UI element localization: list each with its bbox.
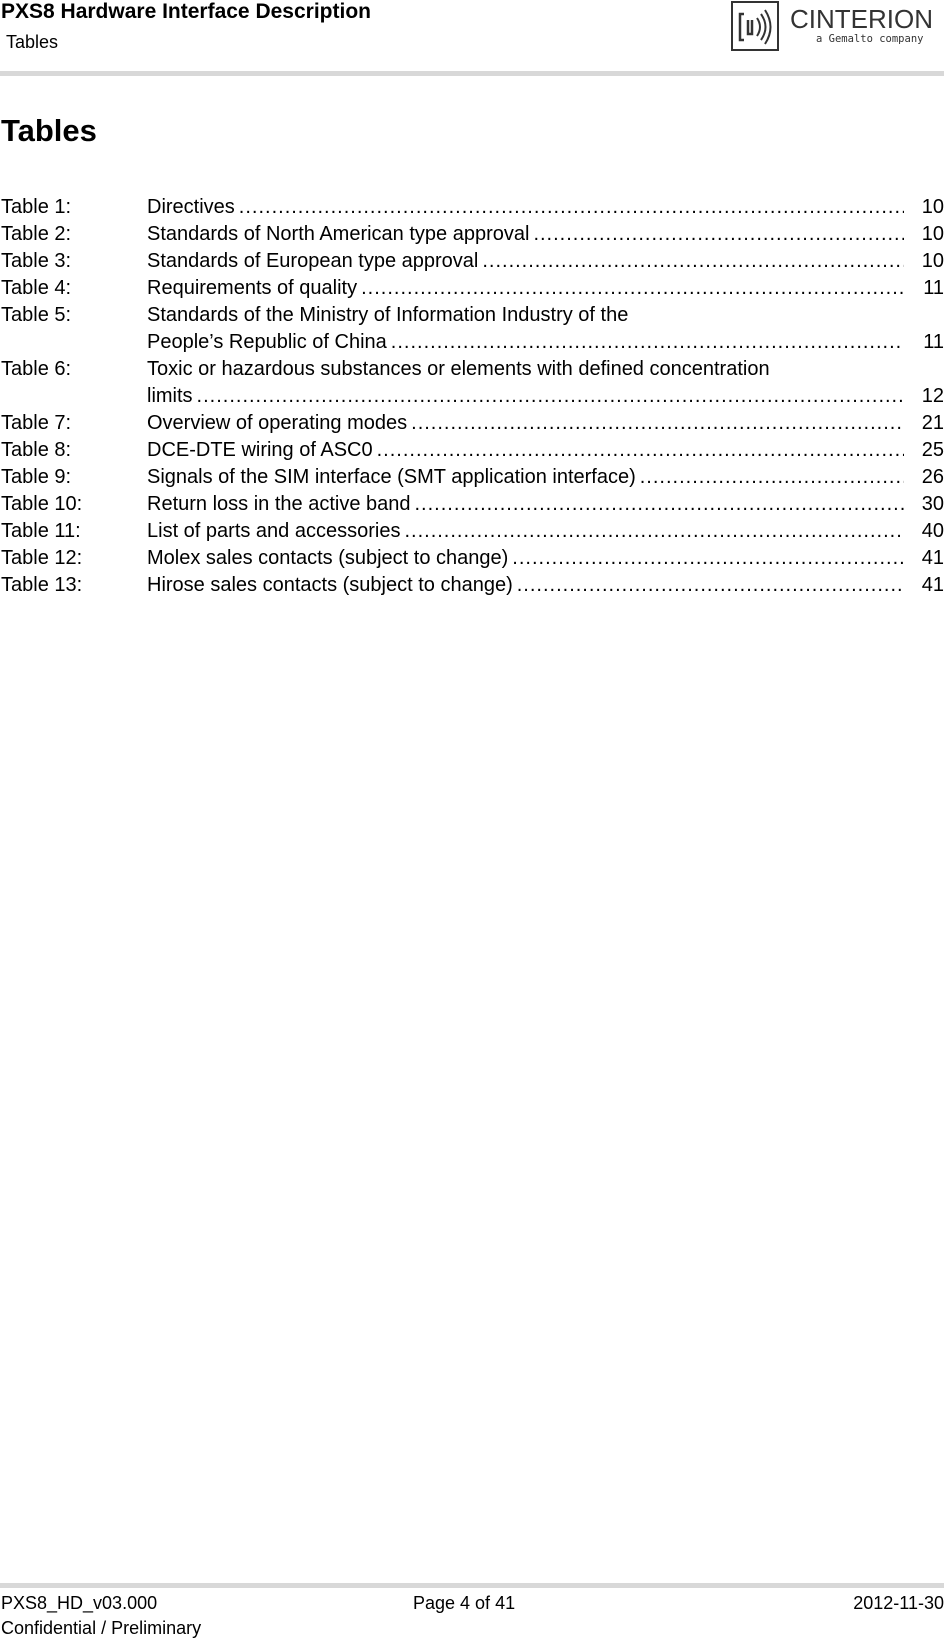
- toc-entry-page: 26: [921, 466, 944, 488]
- toc-entry[interactable]: [1, 356, 944, 410]
- toc-entry-title: Directives: [147, 196, 235, 218]
- toc-entry-number: Table 1:: [1, 196, 72, 218]
- toc-leader-dots: [361, 275, 904, 302]
- footer-divider: [0, 1583, 944, 1588]
- toc-entry[interactable]: [1, 464, 944, 491]
- footer-date: 2012-11-30: [853, 1593, 944, 1613]
- toc-entry[interactable]: [1, 437, 944, 464]
- toc-leader-dots: [482, 248, 904, 275]
- toc-entry-title: Hirose sales contacts (subject to change): [147, 574, 513, 596]
- document-title: PXS8 Hardware Interface Description: [1, 0, 371, 23]
- toc-entry[interactable]: [1, 491, 944, 518]
- toc-entry-title: Requirements of quality: [147, 277, 358, 299]
- toc-leader-dots: [415, 491, 905, 518]
- toc-entry-number: Table 4:: [1, 277, 72, 299]
- toc-leader-dots: [377, 437, 904, 464]
- toc-leader-dots: [239, 194, 904, 221]
- toc-entry-number: Table 10:: [1, 493, 83, 515]
- toc-entry-page: 11: [923, 331, 944, 353]
- toc-leader-dots: [533, 221, 904, 248]
- toc-entry-title: Standards of European type approval: [147, 250, 479, 272]
- toc-entry[interactable]: [1, 518, 944, 545]
- page-title: Tables: [1, 113, 97, 148]
- cinterion-logo: [730, 0, 944, 54]
- toc-leader-dots: [411, 410, 904, 437]
- toc-entry-number: Table 2:: [1, 223, 72, 245]
- toc-entry[interactable]: [1, 194, 944, 221]
- toc-entry-title: Standards of the Ministry of Information Industry of the: [147, 304, 629, 326]
- toc-entry[interactable]: [1, 545, 944, 572]
- toc-entry-number: Table 13:: [1, 574, 83, 596]
- toc-entry-page: 30: [921, 493, 944, 515]
- toc-entry-page: 10: [921, 196, 944, 218]
- toc-entry[interactable]: [1, 410, 944, 437]
- toc-leader-dots: [404, 518, 904, 545]
- toc-entry-page: 12: [921, 385, 944, 407]
- logo-tagline: a Gemalto company: [816, 33, 924, 45]
- toc-entry-page: 10: [921, 250, 944, 272]
- toc-entry-title: Return loss in the active band: [147, 493, 411, 515]
- toc-entry-title: Standards of North American type approval: [147, 223, 530, 245]
- toc-entry-number: Table 12:: [1, 547, 83, 569]
- toc-entry-number: Table 9:: [1, 466, 72, 488]
- toc-leader-dots: [640, 464, 904, 491]
- toc-entry[interactable]: [1, 302, 944, 356]
- footer-classification: Confidential / Preliminary: [1, 1618, 202, 1638]
- toc-entry-number: Table 11:: [1, 520, 81, 542]
- toc-entry-page: 25: [921, 439, 944, 461]
- footer-doc-id: PXS8_HD_v03.000: [1, 1593, 158, 1613]
- toc-entry-number: Table 3:: [1, 250, 72, 272]
- toc-entry[interactable]: [1, 248, 944, 275]
- section-subtitle: Tables: [6, 32, 59, 52]
- toc-entry-title: Toxic or hazardous substances or elements with defined concentration: [147, 358, 770, 380]
- toc-entry-page: 40: [921, 520, 944, 542]
- toc-entry-number: Table 7:: [1, 412, 72, 434]
- toc-entry-title: limits: [147, 385, 193, 407]
- toc-entry-page: 41: [921, 574, 944, 596]
- toc-entry-title: DCE-DTE wiring of ASC0: [147, 439, 373, 461]
- toc-entry-number: Table 8:: [1, 439, 72, 461]
- toc-entry-page: 21: [921, 412, 944, 434]
- toc-entry-title: Signals of the SIM interface (SMT application interface): [147, 466, 636, 488]
- toc-entry[interactable]: [1, 572, 944, 599]
- list-of-tables: [1, 194, 944, 599]
- toc-leader-dots: [197, 383, 904, 410]
- toc-entry-title: List of parts and accessories: [147, 520, 401, 542]
- toc-leader-dots: [391, 329, 904, 356]
- toc-entry-number: Table 5:: [1, 304, 72, 326]
- toc-leader-dots: [517, 572, 904, 599]
- logo-wordmark: CINTERION: [790, 4, 933, 34]
- toc-entry-title: Molex sales contacts (subject to change): [147, 547, 509, 569]
- toc-entry-page: 11: [923, 277, 944, 299]
- toc-entry[interactable]: [1, 275, 944, 302]
- toc-entry-number: Table 6:: [1, 358, 72, 380]
- header-divider: [0, 71, 944, 76]
- toc-entry-page: 41: [921, 547, 944, 569]
- toc-entry-page: 10: [921, 223, 944, 245]
- footer-page-number: Page 4 of 41: [413, 1593, 516, 1613]
- toc-entry[interactable]: [1, 221, 944, 248]
- toc-entry-title: People’s Republic of China: [147, 331, 387, 353]
- toc-leader-dots: [512, 545, 904, 572]
- toc-entry-title: Overview of operating modes: [147, 412, 408, 434]
